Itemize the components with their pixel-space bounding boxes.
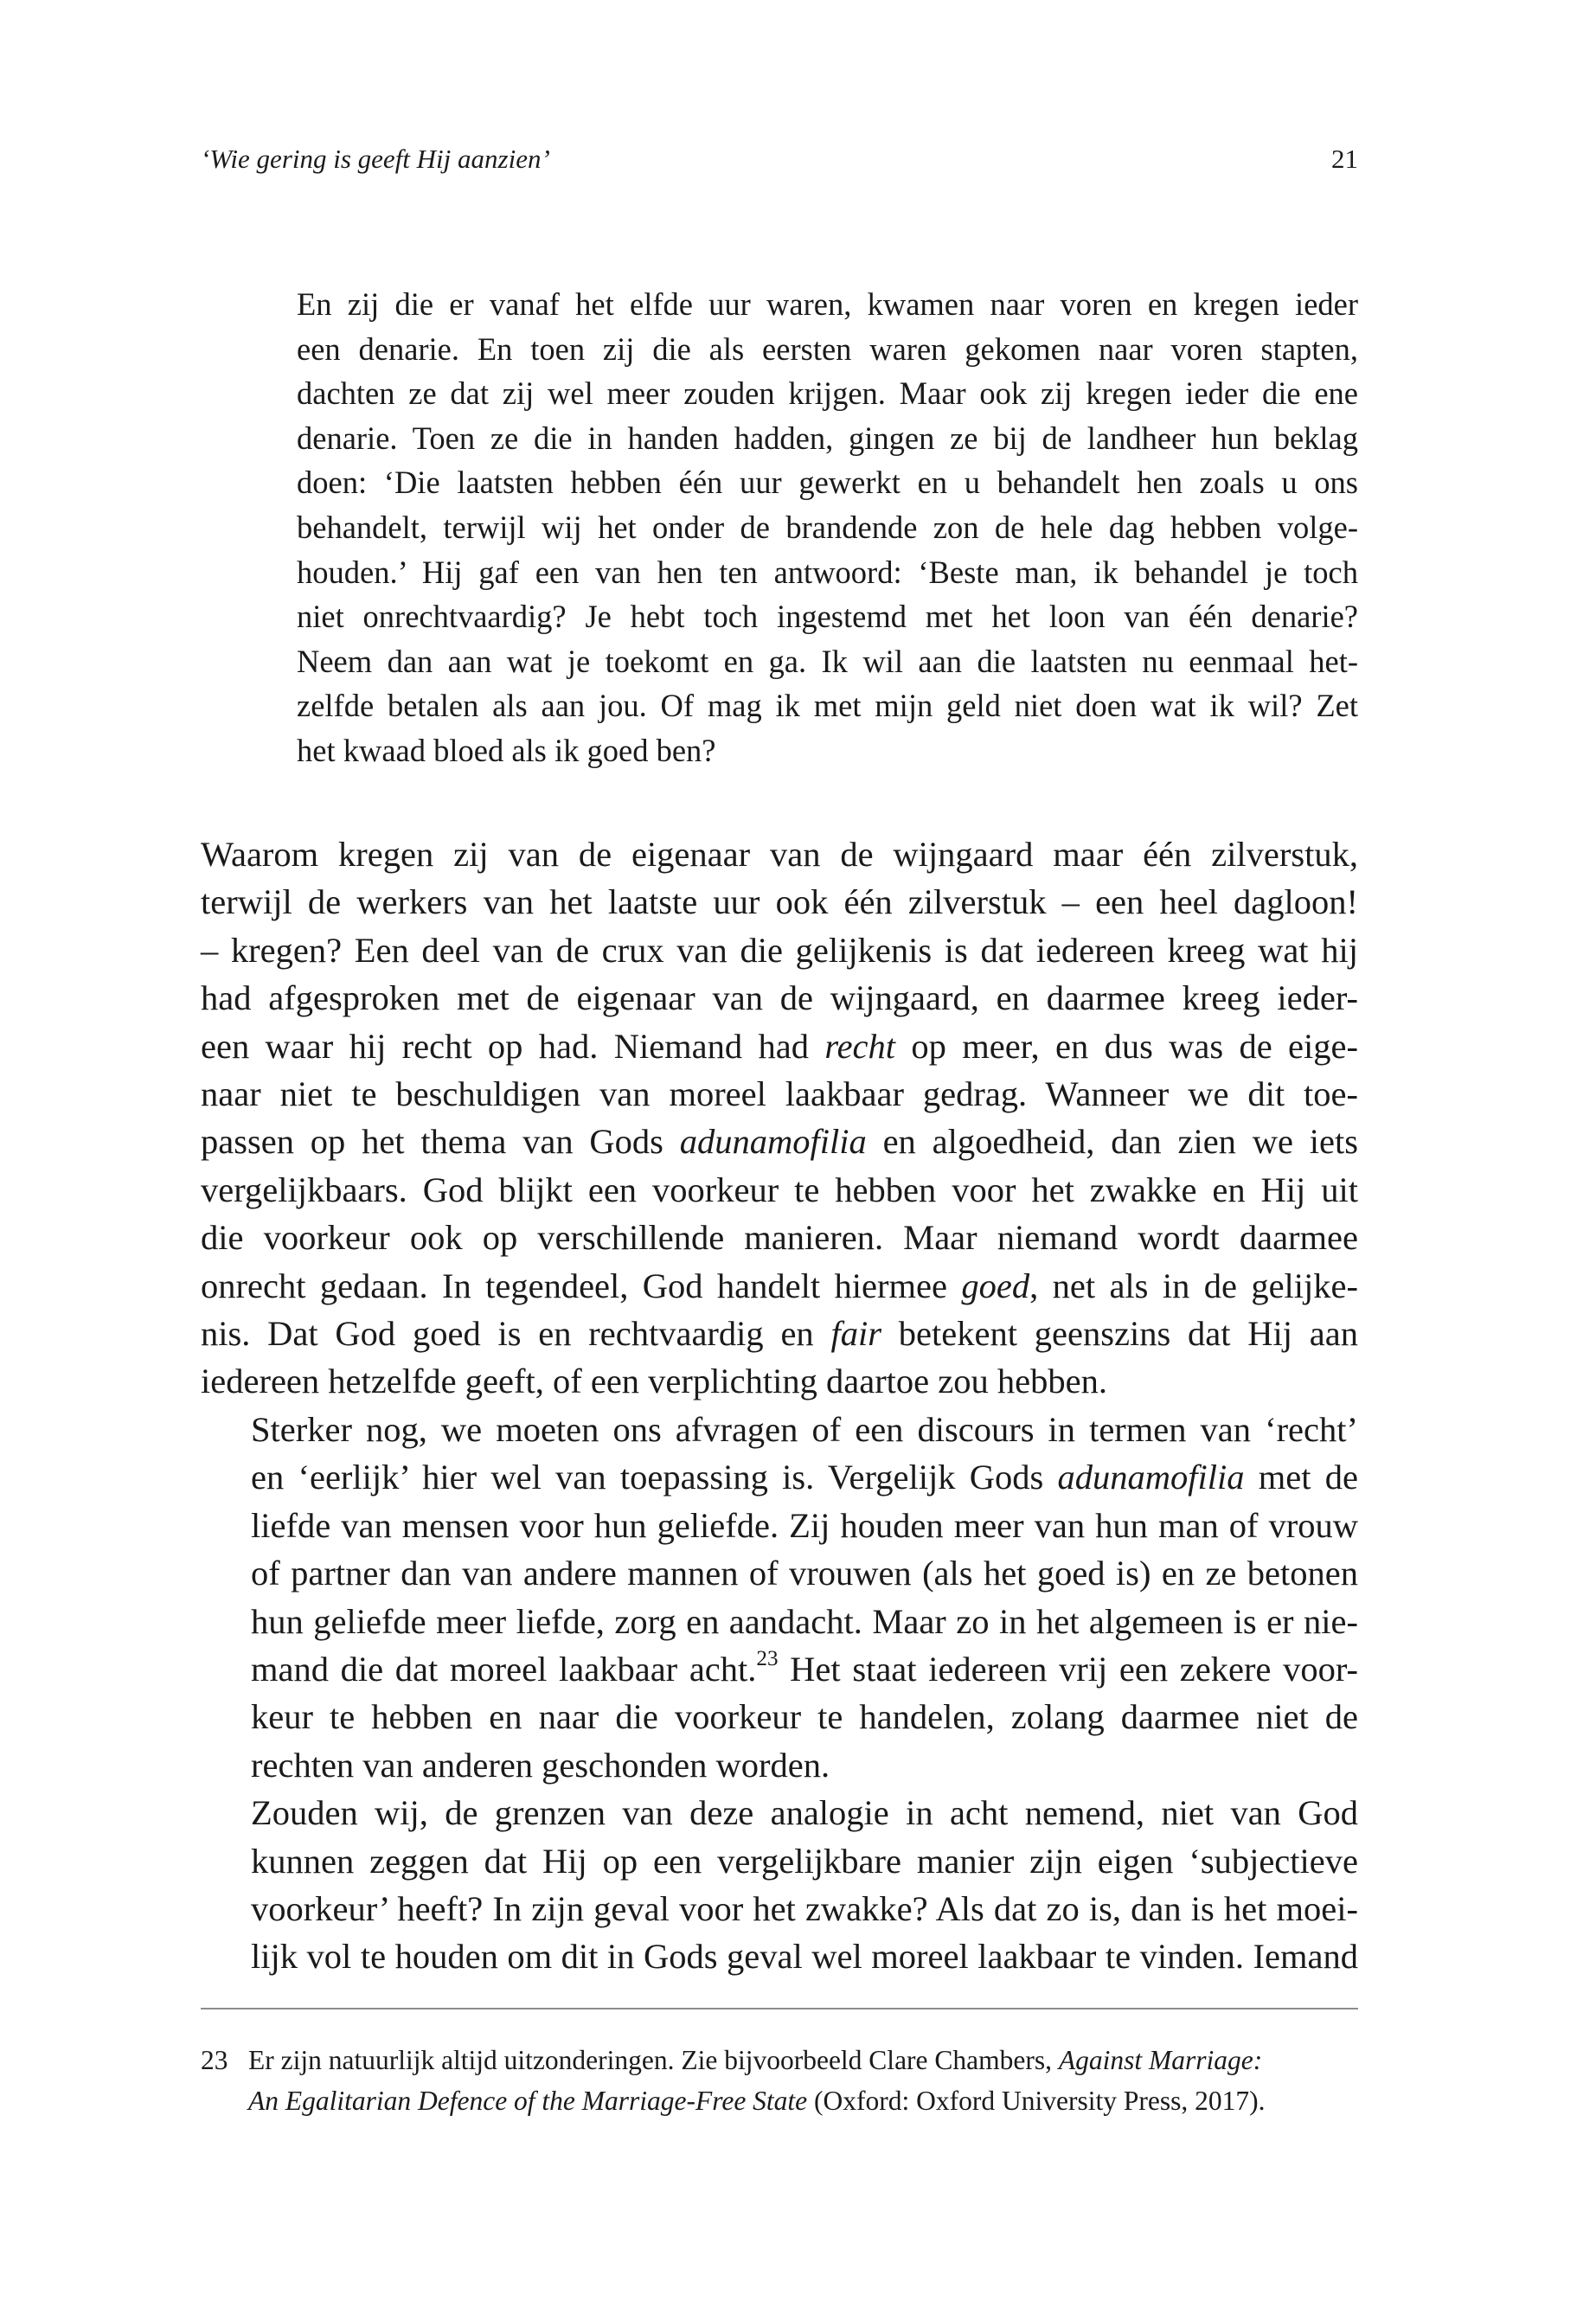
running-title: ‘Wie gering is geeft Hij aanzien’ bbox=[201, 144, 550, 174]
text-line: Waarom kregen zij van de eigenaar van de wijngaard maar één zilverstuk, bbox=[201, 835, 1358, 874]
quote-line: houden.’ Hij gaf een van hen ten antwoord: ‘Beste man, ik behandel je toch bbox=[297, 554, 1358, 590]
emphasis-adunamofilia: adunamofilia bbox=[679, 1122, 867, 1162]
text-line bbox=[201, 1262, 1358, 1310]
text-line: kunnen zeggen dat Hij op een vergelijkbare manier zijn eigen ‘subjectieve bbox=[251, 1841, 1358, 1881]
quote-line: denarie. Toen ze die in handen hadden, gingen ze bij de landheer hun beklag bbox=[297, 420, 1358, 456]
text-run: op meer, en dus was de eige- bbox=[911, 1026, 1358, 1066]
paragraph-2 bbox=[201, 1406, 1358, 1789]
text-run: met de bbox=[1258, 1458, 1359, 1497]
book-title: Against Marriage: bbox=[1058, 2045, 1263, 2075]
text-line: iedereen hetzelfde geeft, of een verplichting daartoe zou hebben. bbox=[201, 1362, 1107, 1401]
text-run: onrecht gedaan. In tegendeel, God handelt hiermee bbox=[201, 1266, 947, 1305]
text-line bbox=[201, 1645, 1358, 1693]
emphasis-fair: fair bbox=[830, 1314, 881, 1354]
text-line: had afgesproken met de eigenaar van de wijngaard, en daarmee kreeg ieder- bbox=[201, 978, 1358, 1018]
text-line: naar niet te beschuldigen van moreel laakbaar gedrag. Wanneer we dit toe- bbox=[201, 1074, 1358, 1114]
paragraph-3 bbox=[201, 1789, 1358, 1981]
text-run: mand die dat moreel laakbaar acht. bbox=[251, 1649, 757, 1689]
text-line: Zouden wij, de grenzen van deze analogie in acht nemend, niet van God bbox=[251, 1793, 1358, 1833]
block-quote bbox=[297, 282, 1358, 773]
quote-line: doen: ‘Die laatsten hebben één uur gewerkt en u behandelt hen zoals u ons bbox=[297, 465, 1358, 501]
text-run: en ‘eerlijk’ hier wel van toepassing is. Vergelijk Gods bbox=[251, 1458, 1044, 1497]
text-line: Sterker nog, we moeten ons afvragen of een discours in termen van ‘recht’ bbox=[251, 1409, 1358, 1449]
footnote-reference[interactable]: 23 bbox=[756, 1646, 779, 1670]
footnote-divider bbox=[201, 2008, 1358, 2009]
text-line bbox=[201, 1310, 1358, 1357]
text-line: lijk vol te houden om dit in Gods geval wel moreel laakbaar te vinden. Iemand bbox=[251, 1937, 1358, 1977]
quote-line: behandelt, terwijl wij het onder de brandende zon de hele dag hebben volge- bbox=[297, 509, 1358, 545]
footnote-line bbox=[248, 2040, 1358, 2080]
footnote-line bbox=[248, 2080, 1358, 2121]
text-line: keur te hebben en naar die voorkeur te handelen, zolang daarmee niet de bbox=[251, 1697, 1358, 1737]
text-run: nis. Dat God goed is en rechtvaardig en bbox=[201, 1314, 814, 1354]
text-line: vergelijkbaars. God blijkt een voorkeur te hebben voor het zwakke en Hij uit bbox=[201, 1170, 1358, 1209]
book-title: An Egalitarian Defence of the Marriage-Free State bbox=[248, 2086, 808, 2116]
text-run: en algoedheid, dan zien we iets bbox=[882, 1122, 1359, 1162]
running-header bbox=[201, 140, 1358, 178]
text-line: die voorkeur ook op verschillende manieren. Maar niemand wordt daarmee bbox=[201, 1218, 1358, 1258]
text-line bbox=[201, 1118, 1358, 1165]
text-line bbox=[201, 1453, 1358, 1501]
quote-line: zelfde betalen als aan jou. Of mag ik met mijn geld niet doen wat ik wil? Zet bbox=[297, 688, 1358, 724]
quote-line: En zij die er vanaf het elfde uur waren, kwamen naar voren en kregen ieder bbox=[297, 286, 1358, 322]
text-line: – kregen? Een deel van de crux van die gelijkenis is dat iedereen kreeg wat hij bbox=[201, 930, 1358, 970]
text-run: betekent geenszins dat Hij aan bbox=[898, 1314, 1359, 1354]
page-number: 21 bbox=[1331, 144, 1358, 174]
emphasis-adunamofilia: adunamofilia bbox=[1057, 1458, 1245, 1497]
quote-line: een denarie. En toen zij die als eersten waren gekomen naar voren stapten, bbox=[297, 330, 1358, 367]
text-run: , net als in de gelijke- bbox=[1029, 1266, 1359, 1305]
quote-line: niet onrechtvaardig? Je hebt toch ingestemd met het loon van één denarie? bbox=[297, 599, 1358, 635]
emphasis-recht: recht bbox=[824, 1026, 896, 1066]
text-run: (Oxford: Oxford University Press, 2017). bbox=[814, 2086, 1266, 2116]
footnote-number: 23 bbox=[201, 2045, 228, 2075]
emphasis-goed: goed bbox=[961, 1266, 1030, 1305]
text-line: voorkeur’ heeft? In zijn geval voor het zwakke? Als dat zo is, dan is het moei- bbox=[251, 1888, 1358, 1928]
quote-line: Neem dan aan wat je toekomt en ga. Ik wil aan die laatsten nu eenmaal het- bbox=[297, 643, 1358, 679]
text-run: passen op het thema van Gods bbox=[201, 1122, 663, 1162]
text-line: of partner dan van andere mannen of vrouwen (als het goed is) en ze betonen bbox=[251, 1554, 1358, 1593]
quote-line: dachten ze dat zij wel meer zouden krijgen. Maar ook zij kregen ieder die ene bbox=[297, 375, 1358, 412]
text-line: terwijl de werkers van het laatste uur ook één zilverstuk – een heel dagloon! bbox=[201, 882, 1358, 922]
body-text bbox=[201, 830, 1358, 1981]
text-run: Het staat iedereen vrij een zekere voor- bbox=[778, 1649, 1358, 1689]
text-run: een waar hij recht op had. Niemand had bbox=[201, 1026, 809, 1066]
text-run: Er zijn natuurlijk altijd uitzonderingen. Zie bijvoorbeeld Clare Chambers, bbox=[248, 2045, 1052, 2075]
text-line bbox=[201, 1022, 1358, 1070]
paragraph-1 bbox=[201, 830, 1358, 1406]
footnote-text bbox=[248, 2040, 1358, 2121]
text-line: liefde van mensen voor hun geliefde. Zij houden meer van hun man of vrouw bbox=[251, 1505, 1358, 1545]
text-line: rechten van anderen geschonden worden. bbox=[251, 1745, 830, 1785]
quote-line: het kwaad bloed als ik goed ben? bbox=[297, 732, 716, 768]
text-line: hun geliefde meer liefde, zorg en aandacht. Maar zo in het algemeen is er nie- bbox=[251, 1601, 1358, 1641]
